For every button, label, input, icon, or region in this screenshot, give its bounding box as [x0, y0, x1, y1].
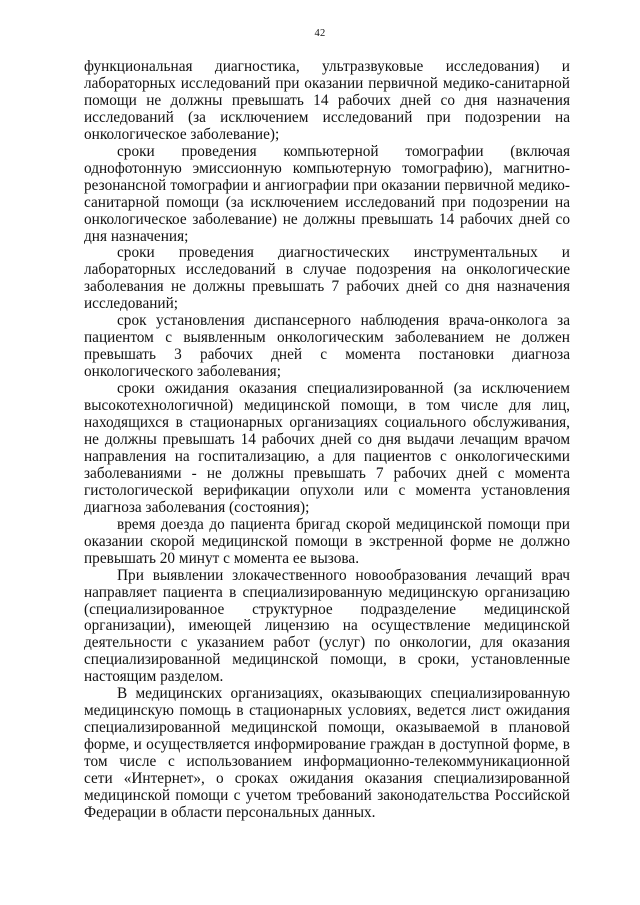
paragraph: время доезда до пациента бригад скорой медицинской помощи при оказании скорой медицинской помощи в экстренной форме не должно превышать 20 минут с момента ее вызова. [84, 515, 570, 567]
paragraph: сроки проведения диагностических инструментальных и лабораторных исследований в случае подозрения на онкологические заболевания не должны превышать 7 рабочих дней со дня назначения исследований; [84, 244, 570, 313]
document-body [84, 59, 570, 822]
page-number: 42 [314, 28, 326, 39]
paragraph: В медицинских организациях, оказывающих специализированную медицинскую помощь в стационарных условиях, ведется лист ожидания специализированной медицинской помощи, оказываемой в плановой форме, и осуществляется информирование граждан в доступной форме, в том числе с использованием информационно-телекоммуникационной сети «Интернет», о сроках ожидания оказания специализированной медицинской помощи с учетом требований законодательства Российской Федерации в области персональных данных. [84, 685, 570, 821]
paragraph: При выявлении злокачественного новообразования лечащий врач направляет пациента в специализированную медицинскую организацию (специализированное структурное подразделение медицинской организации), имеющей лицензию на осуществление медицинской деятельности с указанием работ (услуг) по онкологии, для оказания специализированной медицинской помощи, в сроки, установленные настоящим разделом. [84, 566, 570, 686]
paragraph: срок установления диспансерного наблюдения врача-онколога за пациентом с выявленным онкологическим заболеванием не должен превышать 3 рабочих дней с момента постановки диагноза онкологического заболевания; [84, 312, 570, 381]
paragraph: сроки проведения компьютерной томографии (включая однофотонную эмиссионную компьютерную томографию), магнитно-резонансной томографии и ангиографии при оказании первичной медико-санитарной помощи (за исключением исследований при подозрении на онкологическое заболевание) не должны превышать 14 рабочих дней со дня назначения; [84, 142, 570, 245]
paragraph: функциональная диагностика, ультразвуковые исследования) и лабораторных исследований при оказании первичной медико-санитарной помощи не должны превышать 14 рабочих дней со дня назначения исследований (за исключением исследований при подозрении на онкологическое заболевание); [84, 58, 570, 143]
paragraph: сроки ожидания оказания специализированной (за исключением высокотехнологичной) медицинской помощи, в том числе для лиц, находящихся в стационарных организациях социального обслуживания, не должны превышать 14 рабочих дней со дня выдачи лечащим врачом направления на госпитализацию, а для пациентов с онкологическими заболеваниями - не должны превышать 7 рабочих дней с момента гистологической верификации опухоли или с момента установления диагноза заболевания (состояния); [84, 380, 570, 516]
